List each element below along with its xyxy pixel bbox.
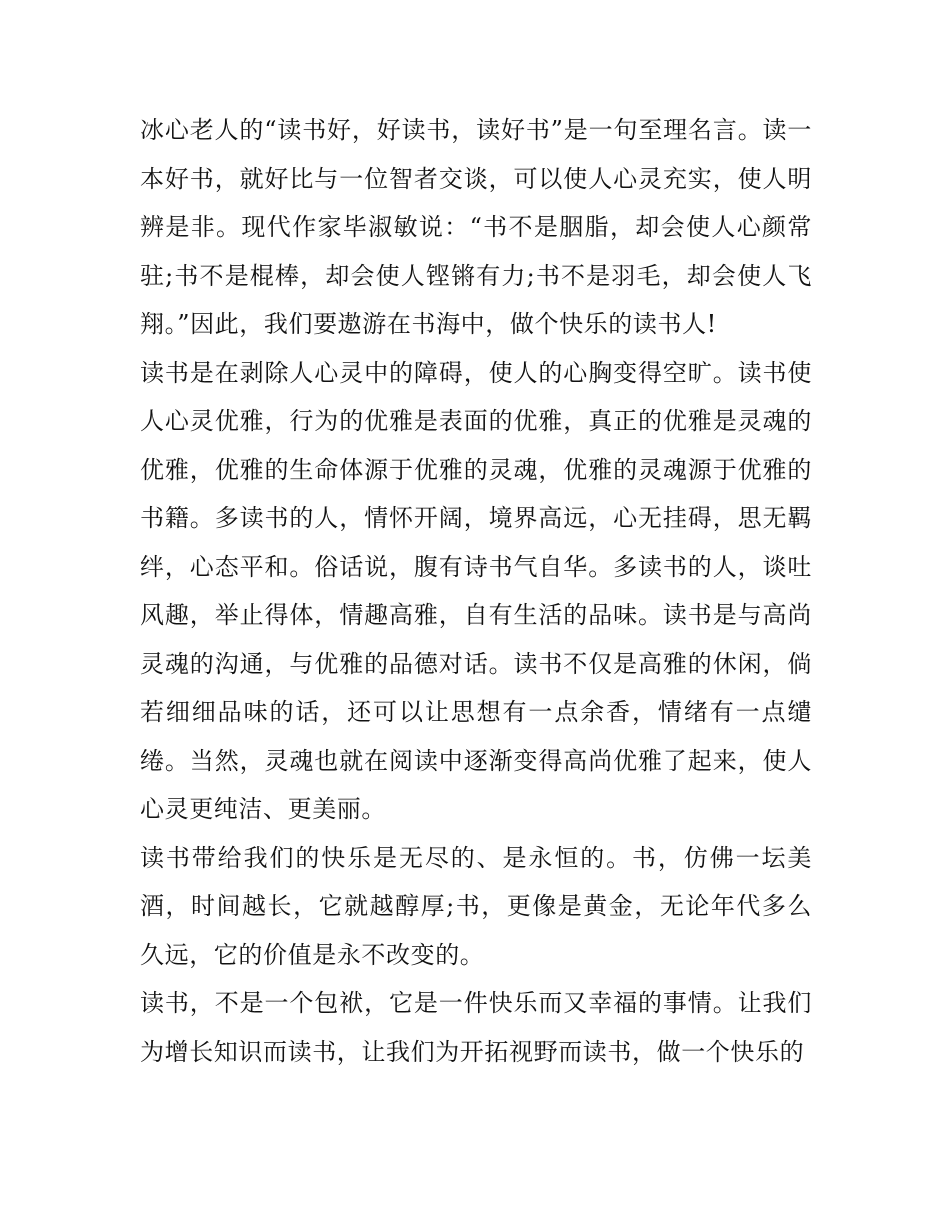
paragraph-2: 读书是在剥除人心灵中的障碍，使人的心胸变得空旷。读书使人心灵优雅，行为的优雅是表面的优雅，真正的优雅是灵魂的优雅，优雅的生命体源于优雅的灵魂，优雅的灵魂源于优雅的书籍。多读书的人，情怀开阔，境界高远，心无挂碍，思无羁绊，心态平和。俗话说，腹有诗书气自华。多读书的人，谈吐风趣，举止得体，情趣高雅，自有生活的品味。读书是与高尚灵魂的沟通，与优雅的品德对话。读书不仅是高雅的休闲，倘若细细品味的话，还可以让思想有一点余香，情绪有一点缱绻。当然，灵魂也就在阅读中逐渐变得高尚优雅了起来，使人心灵更纯洁、更美丽。 bbox=[140, 358, 812, 823]
paragraph-3: 读书带给我们的快乐是无尽的、是永恒的。书，仿佛一坛美酒，时间越长，它就越醇厚;书，更像是黄金，无论年代多么久远，它的价值是永不改变的。 bbox=[140, 843, 812, 969]
paragraph-4: 读书，不是一个包袱，它是一件快乐而又幸福的事情。让我们为增长知识而读书，让我们为开拓视野而读书，做一个快乐的 bbox=[140, 989, 812, 1066]
document-body bbox=[140, 106, 812, 1076]
paragraph-1: 冰心老人的“读书好，好读书，读好书”是一句至理名言。读一本好书，就好比与一位智者交谈，可以使人心灵充实，使人明辨是非。现代作家毕淑敏说：“书不是胭脂，却会使人心颜常驻;书不是棍棒，却会使人铿锵有力;书不是羽毛，却会使人飞翔。”因此，我们要遨游在书海中，做个快乐的读书人! bbox=[140, 116, 812, 338]
